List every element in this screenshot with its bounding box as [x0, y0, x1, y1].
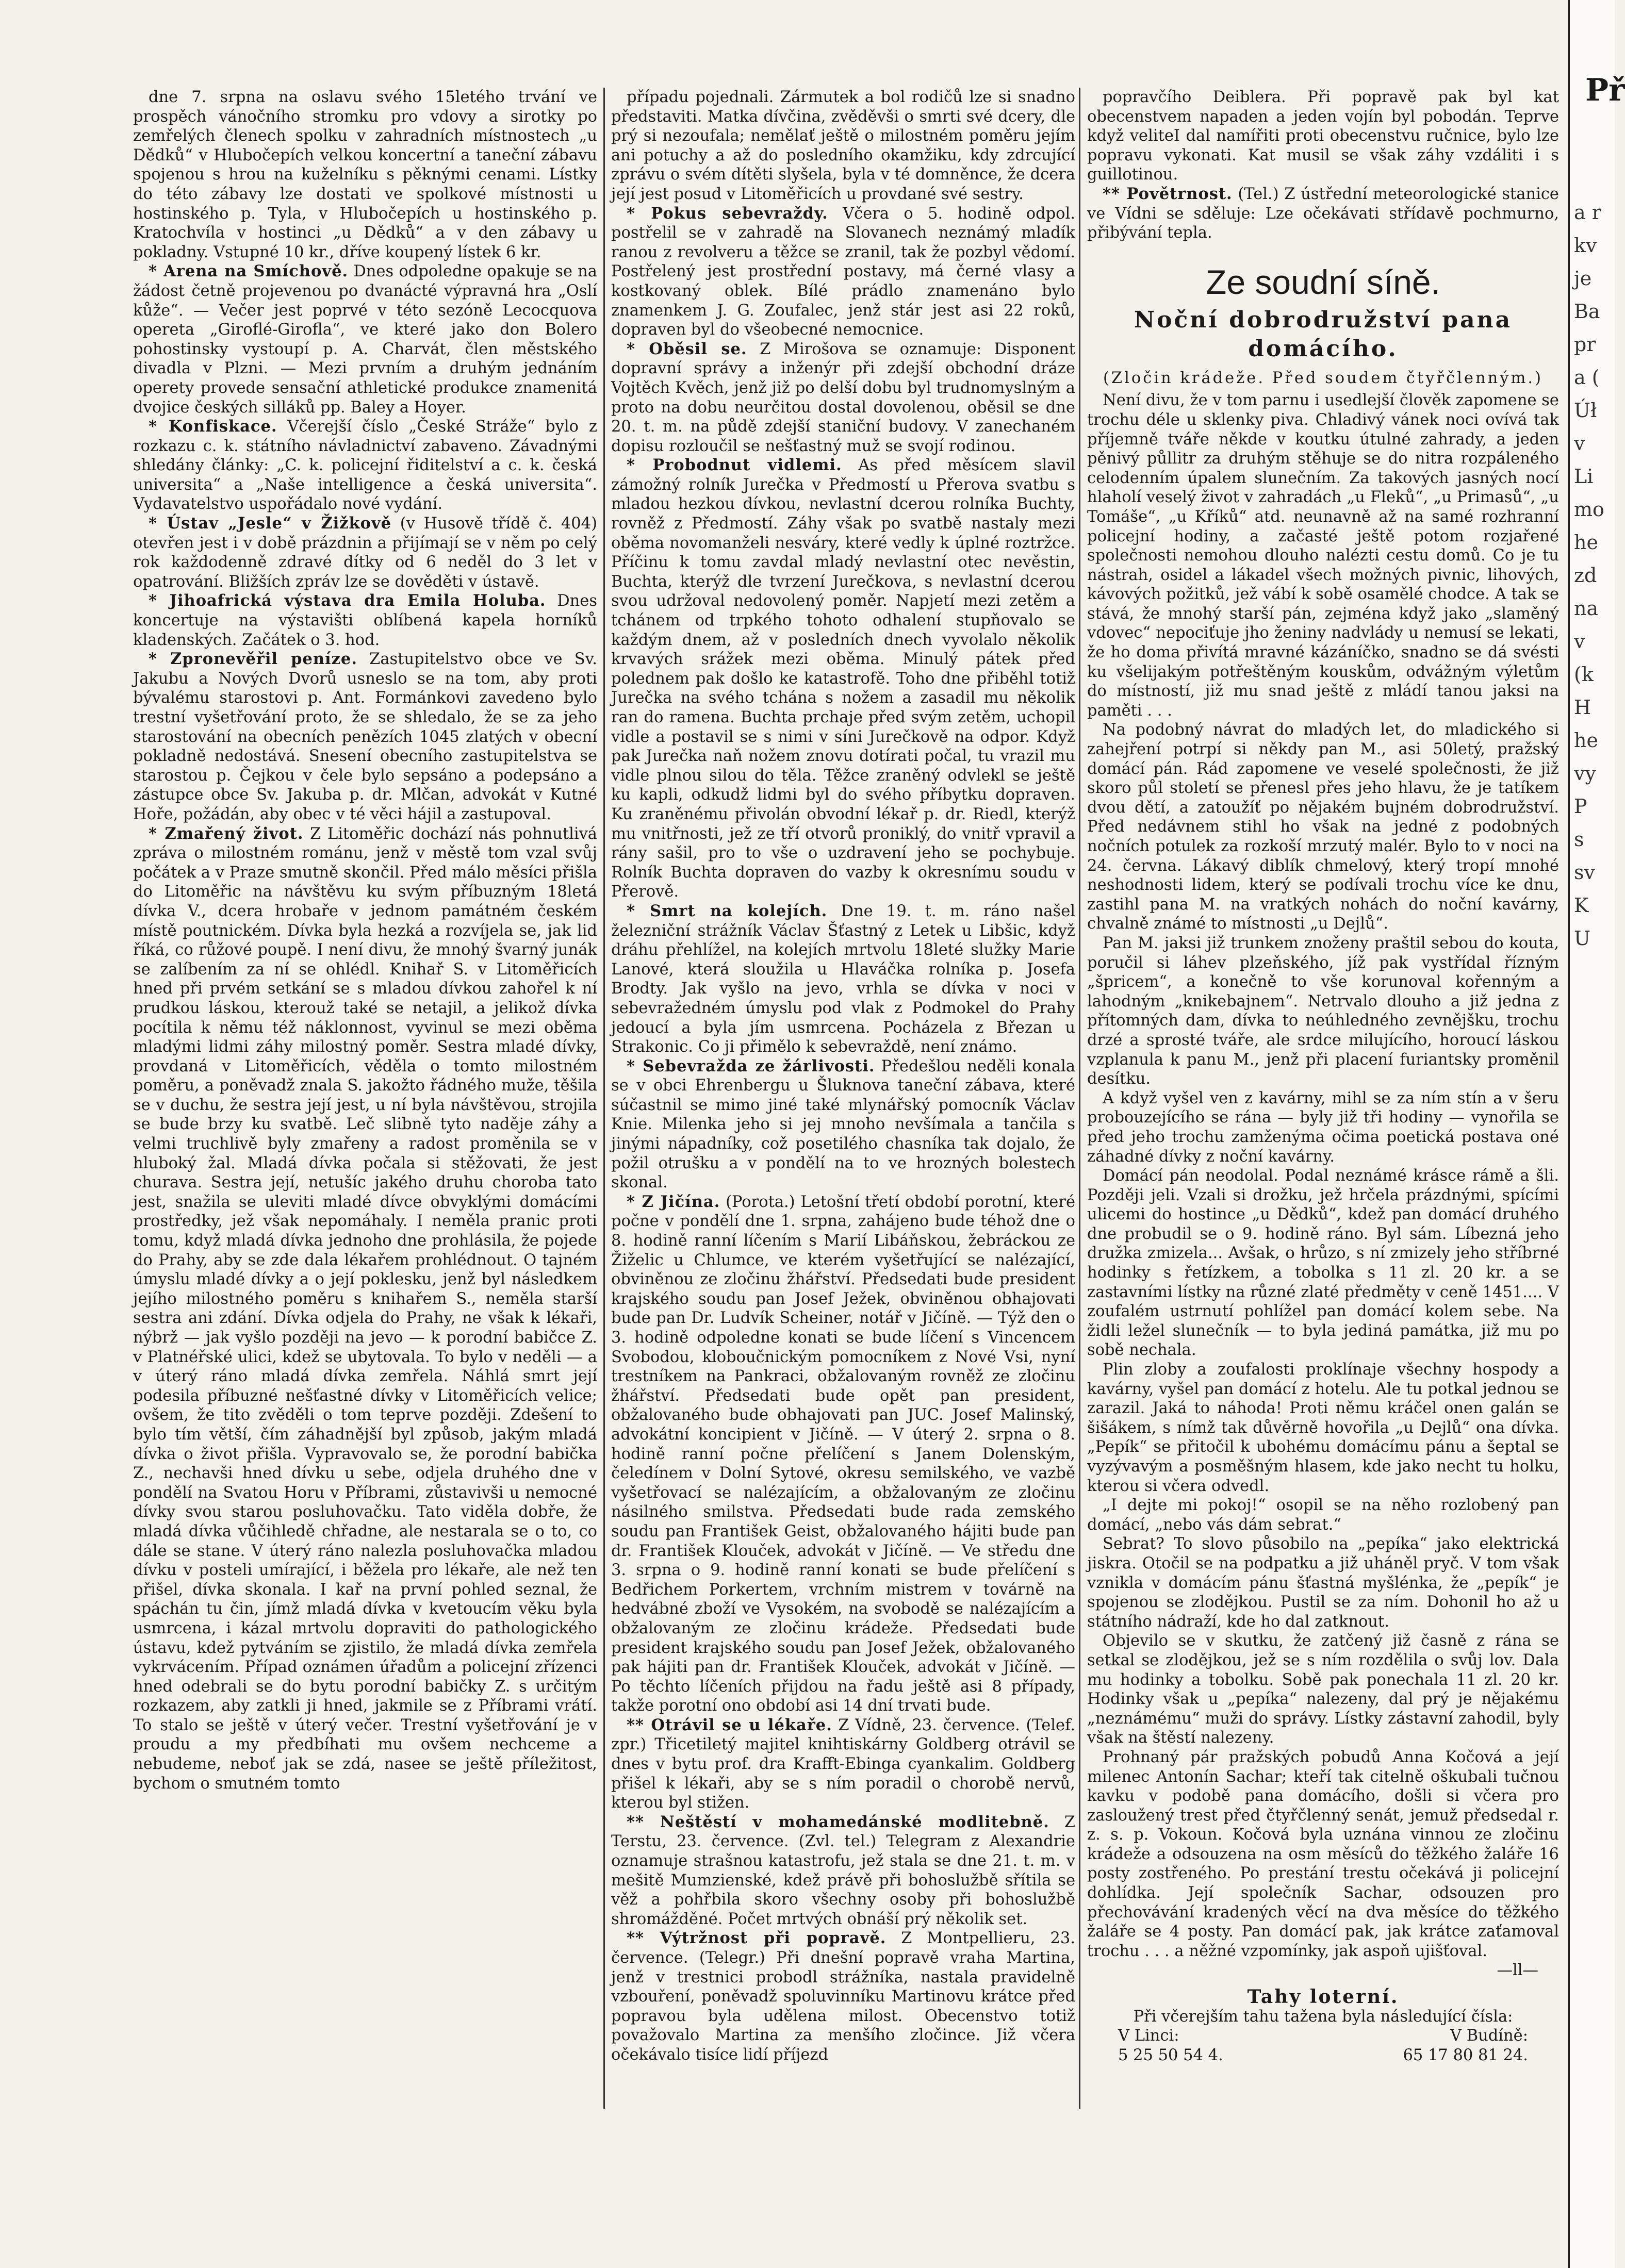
article-text: Z Montpellieru, 23. července. (Telegr.) Při dnešní popravě vraha Martina, jenž v trestnici probodl strážníka, nastala pravidelně vzbouření, poněvadž spoluvinníku Martinovu krátce před popravou byla udělena milost. Obecenstvo totiž považovalo Martina za menšího zločince. Již včera očekávalo tisíce lidí příjezd — [611, 1929, 1076, 2064]
court-paragraph: Sebrat? To slovo působilo na „pepíka“ jako elektrická jiskra. Otočil se na podpatku a již uháněl pryč. V tom však vznikla v domácím pánu šťastná myšlénka, že „pepík“ je spojenou se zlodějkou. Pustil se za ním. Dohonil ho až u státního nádraží, kde ho dal zatknout. — [1087, 1535, 1559, 1631]
edge-heading-fragment: Př — [1585, 72, 1625, 108]
article-text: případu pojednali. Zármutek a bol rodičů lze si snadno představiti. Matka dívčina, zvěděvši o smrti své dcery, dle prý si nezoufala; nemělať ještě o milostném poměru jejím ani potuchy a až do posledního okamžiku, kdy zdrcující zprávu o svém dítěti slyšela, byla v té domněnce, že dcera její jest posud v Litoměřicích u provdané své sestry. — [611, 88, 1075, 203]
court-paragraph: Není divu, že v tom parnu i usedlejší člověk zapomene se trochu déle u sklenky piva. Chladivý vánek noci ovívá tak příjemně tváře někde v koutku útulné zahrady, a jeden pěnivý půllitr za druhým stěhuje se do nitra rozpáleného celodenním úpalem slunečním. Za takových jasných nocí hlaholí veselý život v zahradách „u Fleků“, „u Primasů“, „u Tomáše“, „u Kříků“ atd. neunavně až na samé rozhranní policejní hodiny, a začasté ještě potom rozjařené společnosti nemohou dlouho nalézti cestu domů. Co je tu nástrah, osidel a lákadel všech možných pivnic, lihových, kávových požitků, jež vábí k sobě osamělé chodce. A tak se stává, že mnohý starší pán, zejména když jako „slaměný vdovec“ nepociťuje jho ženiny nadvlády u nemusí se lekati, že ho doma přivítá mravné kázáníčko, snadno se dá svésti ku všelijakým potřeštěným kouskům, odvážným výletům do místností, již mu snad ještě z mládí tanou jaksi na paměti . . . — [1087, 391, 1559, 720]
article-text: Z Mirošova se oznamuje: Disponent dopravní správy a inženýr při zdejší obchodní dráze Vojtěch Kvěch, jenž již po delší dobu byl trudnomyslným a proto na dobu neurčitou dostal dovolenou, oběsil se dne 20. t. m. na půdě zdejší staniční budovy. V zanechaném dopisu rozloučil se nešťastný muž se svojí rodinou. — [611, 340, 1075, 455]
article-text: (Porota.) Letošní třetí období porotní, které počne v pondělí dne 1. srpna, zahájeno bude téhož dne o 8. hodině ranní líčením s Marií Libáňskou, žebráckou ze Žiželic u Chlumce, ve kterém vyšetřující se nalézající, obviněnou ze zločinu žhářství. Předsedati bude president krajského soudu pan Josef Ježek, obviněnou obhajovati bude pan Dr. Ludvík Scheiner, notář v Jičíně. — Týž den o 3. hodině odpoledne konati se bude líčení s Vincencem Svobodou, kloboučnickým pomocníkem z Nové Vsi, nyní trestníkem na Pankraci, obžalovaným rovněž ze zločinu žhářství. Předsedati bude opět pan president, obžalovaného bude obhajovati pan JUC. Josef Malinský, advokátní koncipient v Jičíně. — V úterý 2. srpna o 8. hodině ranní počne přelíčení s Janem Dolenským, čeledínem v Dolní Sytové, okresu semilského, ve vazbě vyšetřovací se nalézajícím, a obžalovaným ze zločinu násilného smilstva. Předsedati bude rada zemského soudu pan František Geist, obžalovaného hájiti bude pan dr. František Klouček, advokát v Jičíně. — Ve středu dne 3. srpna o 9. hodině ranní konati se bude přelíčení s Bedřichem Porkertem, vrchním mistrem v továrně na hedvábné zboží ve Vysokém, na svobodě se nalézajícím a obžalovaným ze zločinu krádeže. Předsedati bude president krajského soudu pan Josef Ježek, obžalovaného pak hájiti pan dr. František Klouček, advokát v Jičíně. — Po těchto líčeních přijdou na řadu ještě asi 8 případy, takže porotní ono období asi 14 dní trvati bude. — [611, 1193, 1075, 1715]
adjacent-page-edge — [1568, 0, 1625, 2268]
court-paragraph: Na podobný návrat do mladých let, do mladického si zahejření potrpí si někdy pan M., asi 50letý, pražský domácí pán. Rád zapomene ve veselé společnosti, že již skoro půl století se přenesl přes jeho hlavu, že je tatíkem dvou dětí, a zatoužíť po nějakém bujném dobrodružství. Před nedávnem stihl ho však na jedné z podobných nočních potulek za rozkoší mrzutý malér. Bylo to v noci na 24. června. Lákavý diblík chmelový, který tropí mnohé neshodnosti lidem, který se podívali trochu více ke dnu, zastihl pana M. na vratkých nohách do noční kavárny, chvalně známé to místnosti „u Dejlů“. — [1087, 721, 1559, 933]
article-subtitle: (Zločin krádeže. Před soudem čtyřčlenným.) — [1103, 369, 1543, 387]
article — [133, 650, 597, 824]
article — [611, 902, 1075, 1057]
article-heading: ** Neštěstí v mohamedánské modlitebně. — [627, 1812, 1049, 1831]
article-text: Zastupitelstvo obce ve Sv. Jakubu a Nových Dvorů usneslo se na tom, aby proti bývalému starostovi p. Ant. Formánkovi zavedeno bylo trestní vyšetřování proto, že se shledalo, že se za jeho starostování na obecních penězích 1045 zlatých v obecní pokladně nedostává. Snesení obecního zastupitelstva se starostou p. Čejkou v čele bylo sepsáno a podepsáno a zástupce obce Sv. Jakuba p. dr. Mlčan, advokát v Kutné Hoře, požádán, aby obec v té věci hájil a zastupoval. — [133, 650, 597, 823]
article-heading: * Zmařený život. — [149, 824, 304, 843]
article-heading: * Arena na Smíchově. — [149, 262, 349, 281]
article — [1087, 88, 1559, 185]
lottery-intro: Při včerejším tahu tažena byla následující čísla: — [1133, 2007, 1513, 2026]
lottery-title: Tahy loterní. — [1247, 1986, 1399, 2008]
article-title: Noční dobrodružství pana domácího. — [1134, 306, 1513, 362]
article — [611, 204, 1075, 340]
article-text: popravčího Deiblera. Při popravě pak byl kat obecenstvem napaden a jeden vojín byl pobodán. Teprve když veliteI dal namířiti proti obecenstvu ručnice, bylo lze popravu vykonati. Kat musil se však záhy vzdáliti i s guillotinou. — [1087, 88, 1559, 184]
column-3-top-articles — [1087, 88, 1559, 243]
article-text: Z Vídně, 23. července. (Telef. zpr.) Třicetiletý majitel knihtiskárny Goldberg otrávil se dnes v bytu prof. dra Krafft-Ebinga cyankalim. Goldberg přišel k lékaři, aby se s ním poradil o chorobě nervů, kterou byl stižen. — [611, 1716, 1075, 1812]
article-text: Včerejší číslo „České Stráže“ bylo z rozkazu c. k. státního návladnictví zabaveno. Závadnými shledány články: „C. k. policejní řiditelství a c. k. česká universita“ a „Naše intelligence a česká universita“. Vydavatelstvo uspořádalo nové vydání. — [133, 418, 597, 514]
article — [1087, 185, 1559, 243]
article-text: Dne 19. t. m. ráno našel železniční strážník Václav Šťastný z Letek u Libšic, když dráhu přehlížel, na kolejích mrtvolu 18leté služky Marie Lanové, která sloužila u Hlaváčka rolníka p. Josefa Brodty. Jak vyšlo na jevo, vrhla se dívka v noci v sebevražedném úmyslu pod vlak z Podmokel do Prahy jedoucí a byla jím usmrcena. Pocházela z Březan u Strakonic. Co ji přimělo k sebevraždě, není známo. — [611, 902, 1076, 1056]
article-heading: * Smrt na kolejích. — [627, 901, 828, 920]
court-paragraph: A když vyšel ven z kavárny, mihl se za ním stín a v šeru probouzejícího se rána — byly již tři hodiny — vynořila se před jeho trochu zamženýma očima poetická postava oné záhadné dívky z noční kavárny. — [1087, 1089, 1559, 1166]
column-3 — [1087, 88, 1559, 2140]
article-heading: * Zpronevěřil peníze. — [149, 650, 357, 669]
article-heading: ** Povětrnost. — [1103, 184, 1233, 203]
article-text: (v Husově třídě č. 404) otevřen jest i v době prázdnin a přijímají se v něm po celý rok každodenně zdravé dítky od 6 neděl do 3 let v opatrování. Bližších zpráv lze se dověděti v ústavě. — [133, 515, 597, 591]
article-text: Z Litoměřic dochází nás pohnutlivá zpráva o milostném románu, jenž v městě tom vzal svůj počátek a v Praze smutně skončil. Před málo měsíci přišla do Litoměřic na návštěvu ku svým příbuzným 18letá dívka V., dcera hrobaře v jednom památném českém místě poutnickém. Dívka byla hezká a rozvíjela se, jak lid říká, co růžové poupě. I není divu, že mnohý švarný junák se zalíbením za ní se ohlédl. Knihař S. v Litoměřicích hned při prvém setkání se s mladou dívkou zahořel k ní prudkou láskou, kterouž také se netajil, a jelikož dívka pocítila k němu též náklonnost, vyvinul se mezi oběma mladými lidmi záhy milostný poměr. Sestra mladé dívky, provdaná v Litoměřicích, věděla o tomto milostném poměru, a poněvadž znala S. jakožto řádného muže, těšila se v duchu, že sestra její jest, u ní byla návštěvou, strojila se bude brzy ku svatbě. Leč slibně tyto naděje záhy a velmi truchlivě byly zmařeny a radost proměnila se v hluboký žal. Mladá dívka počala si stěžovati, že jest churava. Sestra její, netušíc jakého druhu choroba tato jest, snažila se uleviti mladé dívce obvyklými domácími prostředky, jež však nepomáhaly. I neměla pranic proti tomu, když mladá dívka jednoho dne prohlásila, že pojede do Prahy, aby se zde dala lékařem prohlédnout. O tajném úmyslu mladé dívky a o její poklesku, jenž byl následkem jejího milostného poměru s knihařem S., neměla starší sestra ani zdání. Dívka odjela do Prahy, ne však k lékaři, nýbrž — jak vyšlo později na jevo — k porodní babičce Z. v Platnéřské ulici, kdež se ubytovala. To bylo v neděli — a v úterý ráno mladá dívka zemřela. Náhlá smrt její podesila příbuzné nešťastné dívky v Litoměřicích velice; ovšem, že tito zvěděli o tom teprve později. Zdešení to bylo tím větší, čím záhadnější byl způsob, jakým mladá dívka o život přišla. Vypravovalo se, že porodní babička Z., nechavši hned dívku u sebe, odjela druhého dne v pondělí na Svatou Horu v Příbrami, zůstavivši u nemocné dívky svou starou posluhovačku. Tato viděla dobře, že mladá dívka vůčihledě chřadne, ale nestarala se o to, co dále se stane. V úterý ráno nalezla posluhovačka mladou dívku v posteli umírající, i běžela pro lékaře, ale než ten přišel, dívka skonala. I kař na první pohled seznal, že spáchán tu čin, jímž mladá dívka v kvetoucím věku byla usmrcena, i kázal mrtvolu dopraviti do pathologického ústavu, kdež pytváním se zjistilo, že mladá dívka zemřela vykrvácením. Případ oznámen úřadům a policejní zřízenci hned odebrali se do bytu porodní babičky Z. s určitým rozkazem, aby zatkli ji hned, jakmile se z Příbrami vrátí. To stalo se ještě v úterý večer. Trestní vyšetřování je v proudu a my předbíhati mu ovšem nechceme a nebudeme, neboť jak se zdá, nasee se ještě příležitost, bychom o smutném tomto — [133, 824, 597, 1793]
lottery-labels — [1087, 2026, 1559, 2046]
article-heading: * Konfiskace. — [149, 417, 277, 436]
article-text: Dnes odpoledne opakuje se na žádost četně projevenou po dvanácté výpravná hra „Oslí kůže“. — Večer jest poprvé v této sezóně Lecocquova opereta „Giroflé-Girofla“, ve které jako don Bolero pohostinsky vystoupí p. A. Charvát, člen městského divadla v Plzni. — Mezi prvním a druhým jednáním operety provede sensační athletické produkce znamenitá dvojice českých silláků pp. Baley a Hoyer. — [133, 262, 597, 417]
article-heading: * Z Jičína. — [627, 1192, 720, 1211]
article-text: Předešlou neděli konala se v obci Ehrenbergu u Šluknova taneční zábava, které súčastnil se mimo jiné také mlynářský pomocník Václav Knie. Milenka jeho si jej mnoho nevšímala a tančila s jinými nápadníky, což posetilého chasníka tak dojalo, že požil otrušku a v pondělí na to ve hrozných bolestech skonal. — [611, 1057, 1075, 1192]
article — [611, 340, 1075, 456]
court-paragraph: Domácí pán neodolal. Podal neznámé krásce rámě a šli. Později jeli. Vzali si drožku, jež hrčela prázdnými, spícími ulicemi do hostince „u Dědků“, kdež pan domácí druhého dne probudil se o 9. hodině ráno. Byl sám. Líbezná jeho družka zmizela... Avšak, o hrůzo, s ní zmizely jeho stříbrné hodinky s řetízkem, a tobolka s 11 zl. 20 kr. a se zastavními lístky na různé zlaté předměty v ceně 1451.... V zoufalém ustrnutí pohlížel pan domácí kolem sebe. Na židli ležel slunečník — to byla jediná památka, již mu po sobě nechala. — [1087, 1167, 1559, 1360]
article-heading: ** Výtržnost při popravě. — [627, 1929, 887, 1948]
court-report — [1087, 391, 1559, 1961]
section-title: Ze soudní síně. — [1206, 262, 1440, 301]
article-text: (Tel.) Z ústřední meteorologické stanice ve Vídni se sděluje: Lze očekávati střídavě pochmurno, přibývání tepla. — [1087, 185, 1559, 242]
article-heading: * Probodnut vidlemi. — [627, 456, 842, 475]
article — [611, 88, 1075, 204]
article-heading: * Oběsil se. — [627, 339, 747, 358]
article-heading: * Sebevražda ze žárlivosti. — [627, 1056, 875, 1075]
article-text: Z Terstu, 23. července. (Zvl. tel.) Telegram z Alexandrie oznamuje strašnou katastrofu, jež stala se dne 21. t. m. v mešitě Mumzienské, kdež právě při bohoslužbě sřítila se věž a pohřbila skoro všechny osoby při bohoslužbě shromážděné. Počet mrtvých obnáší prý několik set. — [611, 1813, 1075, 1928]
article — [133, 262, 597, 417]
court-paragraph: Prohnaný pár pražských pobudů Anna Kočová a její milenec Antonín Sachar; kteří tak citelně oškubali tučnou kavku v podobě pana domácího, došli si včera pro zasloužený trest před čtyřčlenný senát, jemuž předsedal r. z. s. p. Vokoun. Kočová byla uznána vinnou ze zločinu krádeže a odsouzena na osm měsíců do těžkého žaláře 16 posty zostřeného. Po prestání trestu očekává ji policejní dohlídka. Její společník Sachar, odsouzen pro přechovávání kradených věcí na dva měsíce do těžkého žaláře se 4 posty. Pan domácí pak, jak krátce zaťamoval trochu . . . a něžné vzpomínky, jak aspoň ujišťoval. — [1087, 1748, 1559, 1960]
article-heading: * Ústav „Jesle“ v Žižkově — [149, 514, 392, 533]
article-text: dne 7. srpna na oslavu svého 15letého trvání ve prospěch vánočního stromku pro vdovy a sirotky po zemřelých členech spolku v zahradních místnostech „u Dědků“ v Hlubočepích velkou koncertní a taneční zábavu spojenou s hrou na kuželníku s pěknými cenami. Lístky do této zábavy lze dostati ve spolkové místnosti u hostinského p. Tyla, v Hlubočepích u hostinského p. Kratochvíla v hostinci „u Dědků“ a v den zábavy u pokladny. Vstupné 10 kr., dříve koupený lístek 6 kr. — [133, 88, 597, 261]
column-2 — [611, 88, 1075, 2104]
article-text: Dnes koncertuje na výstavišti oblíbená kapela horníků kladenských. Začátek o 3. hod. — [133, 592, 597, 649]
lottery-numbers — [1087, 2046, 1559, 2065]
article — [133, 824, 597, 1794]
author-signature: —ll— — [1497, 1961, 1538, 1980]
lottery-left-numbers: 5 25 50 54 4. — [1118, 2046, 1223, 2064]
article — [133, 417, 597, 514]
article — [133, 514, 597, 591]
article-heading: ** Otrávil se u lékaře. — [627, 1715, 832, 1734]
article — [611, 1057, 1075, 1193]
column-divider — [603, 88, 605, 2109]
article — [611, 1929, 1075, 2064]
lottery-right-numbers: 65 17 80 81 24. — [1403, 2046, 1528, 2064]
article — [611, 456, 1075, 902]
court-paragraph: Pan M. jaksi již trunkem znoženy praštil sebou do kouta, poručil si láhev plzeňského, jíž pak vystřídal řízným „špricem“, a konečně to vše korunoval kořenným a lahodným „knikebajnem“. Netrvalo dlouho a již jedna z přítomných dam, dívka to neúhledného zevnějšku, trochu drzé a sprosté tváře, ale srdce milujícího, horoucí láskou vzplanula k panu M., jenž při placení furiantsky proměnil desítku. — [1087, 934, 1559, 1088]
court-paragraph: „I dejte mi pokoj!“ osopil se na něho rozlobený pan domácí, „nebo vás dám sebrat.“ — [1087, 1496, 1559, 1534]
column-divider — [1079, 88, 1080, 2109]
article-heading: * Jihoafrická výstava dra Emila Holuba. — [149, 591, 546, 610]
article — [611, 1813, 1075, 1929]
court-paragraph: Objevilo se v skutku, že zatčený již časně z rána se setkal se zlodějkou, jež se s ním rozdělila o svůj lov. Dala mu hodinky a tobolku. Sobě pak ponechala 11 zl. 20 kr. Hodinky však u „pepíka“ nalezeny, dal prý je nějakému „neznámému“ muži do správy. Lístky zástavní zahodil, byly však na štěstí nalezeny. — [1087, 1632, 1559, 1747]
article-heading: * Pokus sebevraždy. — [627, 204, 828, 223]
article-text: As před měsícem slavil zámožný rolník Jurečka v Předmostí u Přerova svatbu s mladou hezkou dívkou, nevlastní dcerou rolníka Buchty, rovněž z Předmostí. Záhy však po svatbě nastaly mezi oběma novomanželi nesváry, které vedly k úplné roztržce. Příčinu k tomu zavdal mladý nevlastní otec nevěstin, Buchta, kterýž dle tvrzení Jurečkova, s nevlastní dcerou svou udržoval nedovolený poměr. Napjetí mezi zetěm a tchánem od trpkého tohoto odhalení stupňovalo se každým dnem, až v posledních dnech vyvolalo několik krvavých srážek mezi oběma. Minulý pátek před polednem pak došlo ke katastrofě. Toho dne přiběhl totiž Jurečka na svého tchána s nožem a zasadil mu několik ran do ramena. Buchta prchaje před svým zetěm, uchopil vidle a postavil se s nimi v síni Jurečkově na odpor. Když pak Jurečka naň nožem znovu dotírati počal, tu vrazil mu vidle plnou silou do těla. Těžce zraněný odvlekl se ještě ku kapli, odkudž lidmi byl do svého příbytku dopraven. Ku zraněnému přivolán obvodní lékař p. dr. Riedl, kterýž mu vnitřnosti, jež ze tří otvorů proniklý, do vnitř vpravil a rány sašil, pro to vše o uzdravení jeho se pochybuje. Rolník Buchta dopraven do vazby k okresnímu soudu v Přerově. — [611, 456, 1075, 901]
article — [133, 88, 597, 262]
lottery-left-label: V Linci: — [1118, 2027, 1179, 2045]
column-1 — [133, 88, 597, 2093]
court-paragraph: Plin zloby a zoufalosti proklínaje všechny hospody a kavárny, vyšel pan domácí z hotelu. Ale tu potkal jednou se zarazil. Jaká to náhoda! Proti němu kráčel onen galán se šišákem, s nímž tak důvěrně hovořila „u Dejlů“ ona dívka. „Pepík“ se přitočil k ubohému domácímu pánu a šeptal se vyzývavým a posměšným hlasem, kde jako necht tu holku, kterou si včera odvedl. — [1087, 1361, 1559, 1495]
article — [611, 1193, 1075, 1716]
edge-text-fragments: a r kv je Ba pr a ( Úł v Li mo he zd na v (k H he vy P s sv K U — [1574, 201, 1604, 950]
article — [611, 1716, 1075, 1813]
lottery-right-label: V Budíně: — [1450, 2027, 1528, 2045]
article-text: Včera o 5. hodině odpol. postřelil se v zahradě na Slovanech neznámý mladík ranou z revolveru a těžce se zranil, tak že pozbyl vědomí. Postřelený jest prostřední postavy, má černé vlasy a kostkovaný oblek. Bílé prádlo znamenáno bylo znamenkem J. G. Zoufalec, jenž stár jest asi 22 roků, dopraven byl do všeobecné nemocnice. — [611, 204, 1075, 339]
article — [133, 591, 597, 650]
